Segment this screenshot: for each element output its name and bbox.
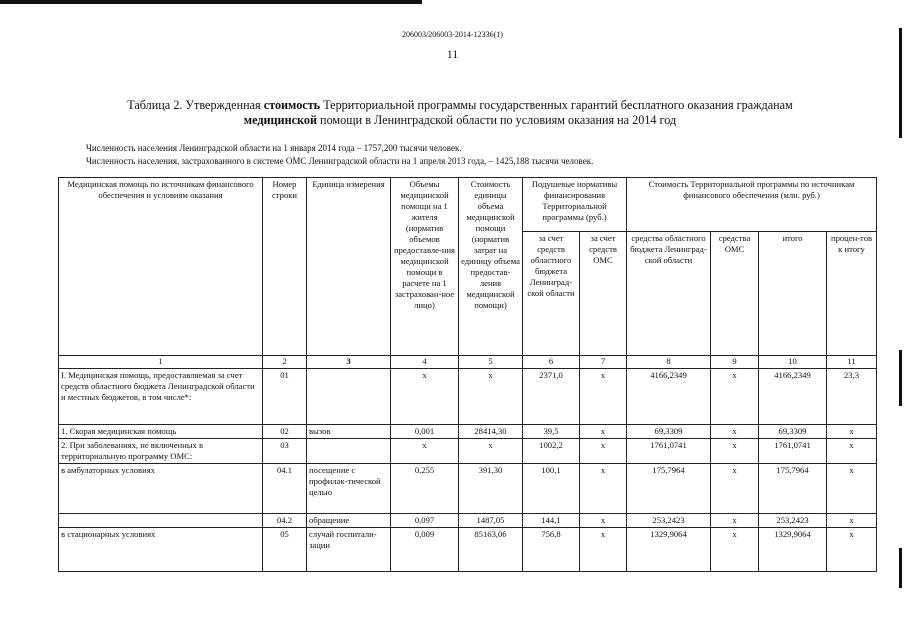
column-number-row	[59, 356, 877, 369]
column-number: 2	[263, 356, 307, 369]
cell-oms: x	[580, 425, 627, 439]
cell-reg: 1002,2	[523, 439, 580, 464]
cell-num: 01	[263, 369, 307, 425]
cell-name: 1. Скорая медицинская помощь	[59, 425, 263, 439]
page-number: 11	[446, 47, 459, 61]
cell-name: в амбулаторных условиях	[59, 464, 263, 514]
cell-unit	[307, 439, 391, 464]
cell-cost: 28414,30	[459, 425, 523, 439]
cell-reg: 2371,0	[523, 369, 580, 425]
subheader-oms-funds: средства ОМС	[711, 232, 759, 356]
subheader-total: итого	[759, 232, 827, 356]
cell-pct: x	[827, 464, 877, 514]
top-scan-bar	[0, 0, 422, 4]
subheader-regional-budget: за счет средств областного бюджета Ленинград-ской области	[523, 232, 580, 356]
cell-s-oms: x	[711, 425, 759, 439]
table-row	[59, 425, 877, 439]
cell-num: 04.1	[263, 464, 307, 514]
cell-name	[59, 514, 263, 528]
cell-pct: x	[827, 514, 877, 528]
table-title: Таблица 2. Утвержденная стоимость Территориальной программы государственных гарантий бесплатного оказания гражданам медицинской помощи в Ленинградской области по условиям оказания на 2014 год	[127, 98, 793, 127]
cell-unit: обращение	[307, 514, 391, 528]
header-row	[59, 178, 877, 232]
cell-pct: x	[827, 439, 877, 464]
cell-s-reg: 1761,0741	[627, 439, 711, 464]
cell-num: 03	[263, 439, 307, 464]
population-note: Численность населения Ленинградской области на 1 января 2014 года – 1757,200 тысячи человек.	[86, 143, 462, 153]
cell-name: I. Медицинская помощь, предоставляемая за счет средств областного бюджета Ленинградской области и местных бюджетов, в том числе*:	[59, 369, 263, 425]
header-unit-cost: Стоимость единицы объема медицинской помощи (норматив затрат на единицу объема предостав-ления медицинской помощи)	[459, 178, 523, 356]
cell-s-oms: x	[711, 369, 759, 425]
cost-table	[58, 177, 877, 572]
table-row	[59, 528, 877, 572]
table-body	[59, 369, 877, 572]
cell-oms: x	[580, 528, 627, 572]
right-scan-bar	[899, 350, 902, 406]
document-id: 206003/206003-2014-12336(1)	[402, 30, 503, 39]
cell-s-reg: 69,3309	[627, 425, 711, 439]
cell-vol: x	[391, 369, 459, 425]
cell-total: 175,7964	[759, 464, 827, 514]
header-care: Медицинская помощь по источникам финансового обеспечения и условиям оказания	[59, 178, 263, 356]
cell-s-oms: x	[711, 514, 759, 528]
header-program-cost: Стоимость Территориальной программы по источникам финансового обеспечения (млн. руб.)	[627, 178, 877, 232]
cell-s-reg: 253,2423	[627, 514, 711, 528]
cell-pct: x	[827, 425, 877, 439]
right-scan-bar	[899, 548, 902, 588]
cell-name: 2. При заболеваниях, не включенных в территориальную программу ОМС:	[59, 439, 263, 464]
cell-oms: x	[580, 369, 627, 425]
cell-num: 04.2	[263, 514, 307, 528]
cell-reg: 144,1	[523, 514, 580, 528]
column-number: 9	[711, 356, 759, 369]
cell-pct: x	[827, 528, 877, 572]
header-unit: Единица измерения	[307, 178, 391, 356]
header-volume: Объемы медицинской помощи на 1 жителя (норматив объемов предоставле-ния медицинской помощи в расчете на 1 застрахован-ное лицо)	[391, 178, 459, 356]
cell-s-reg: 175,7964	[627, 464, 711, 514]
column-number: 6	[523, 356, 580, 369]
table-row	[59, 439, 877, 464]
table-row	[59, 369, 877, 425]
cell-reg: 39,5	[523, 425, 580, 439]
cell-unit: вызов	[307, 425, 391, 439]
cell-oms: x	[580, 464, 627, 514]
column-number: 3	[307, 356, 391, 369]
table-row	[59, 514, 877, 528]
cell-oms: x	[580, 514, 627, 528]
column-number: 7	[580, 356, 627, 369]
subheader-oms: за счет средств ОМС	[580, 232, 627, 356]
cell-cost: x	[459, 439, 523, 464]
cell-total: 1329,9064	[759, 528, 827, 572]
cell-total: 4166,2349	[759, 369, 827, 425]
header-row-number: Номер строки	[263, 178, 307, 356]
cell-unit: посещение с профилак-тической целью	[307, 464, 391, 514]
cell-vol: 0,009	[391, 528, 459, 572]
column-number: 11	[827, 356, 877, 369]
cell-num: 02	[263, 425, 307, 439]
cell-reg: 756,8	[523, 528, 580, 572]
cell-vol: x	[391, 439, 459, 464]
cell-total: 69,3309	[759, 425, 827, 439]
cell-vol: 0,097	[391, 514, 459, 528]
cell-s-oms: x	[711, 464, 759, 514]
column-number: 10	[759, 356, 827, 369]
subheader-percent: процен-тов к итогу	[827, 232, 877, 356]
insured-population-note: Численность населения, застрахованного в системе ОМС Ленинградской области на 1 апреля 2013 года, – 1425,188 тысячи человек.	[86, 156, 594, 166]
cell-s-reg: 1329,9064	[627, 528, 711, 572]
column-number: 8	[627, 356, 711, 369]
cell-total: 253,2423	[759, 514, 827, 528]
cell-name: в стационарных условиях	[59, 528, 263, 572]
cell-unit: случай госпитали-зации	[307, 528, 391, 572]
cell-total: 1761,0741	[759, 439, 827, 464]
column-number: 4	[391, 356, 459, 369]
cell-vol: 0,001	[391, 425, 459, 439]
cell-cost: 85163,06	[459, 528, 523, 572]
cell-oms: x	[580, 439, 627, 464]
cell-s-reg: 4166,2349	[627, 369, 711, 425]
header-per-capita: Подушевые нормативы финансирования Территориальной программы (руб.)	[523, 178, 627, 232]
cell-cost: 391,30	[459, 464, 523, 514]
cell-vol: 0,255	[391, 464, 459, 514]
cell-num: 05	[263, 528, 307, 572]
cell-pct: 23,3	[827, 369, 877, 425]
cell-cost: 1487,05	[459, 514, 523, 528]
cell-cost: x	[459, 369, 523, 425]
cell-unit	[307, 369, 391, 425]
subheader-regional-funds: средства областного бюджета Ленинград-ской области	[627, 232, 711, 356]
cell-reg: 100,1	[523, 464, 580, 514]
column-number: 5	[459, 356, 523, 369]
cell-s-oms: x	[711, 528, 759, 572]
cell-s-oms: x	[711, 439, 759, 464]
right-scan-bar	[899, 28, 902, 138]
column-number: 1	[59, 356, 263, 369]
table-row	[59, 464, 877, 514]
